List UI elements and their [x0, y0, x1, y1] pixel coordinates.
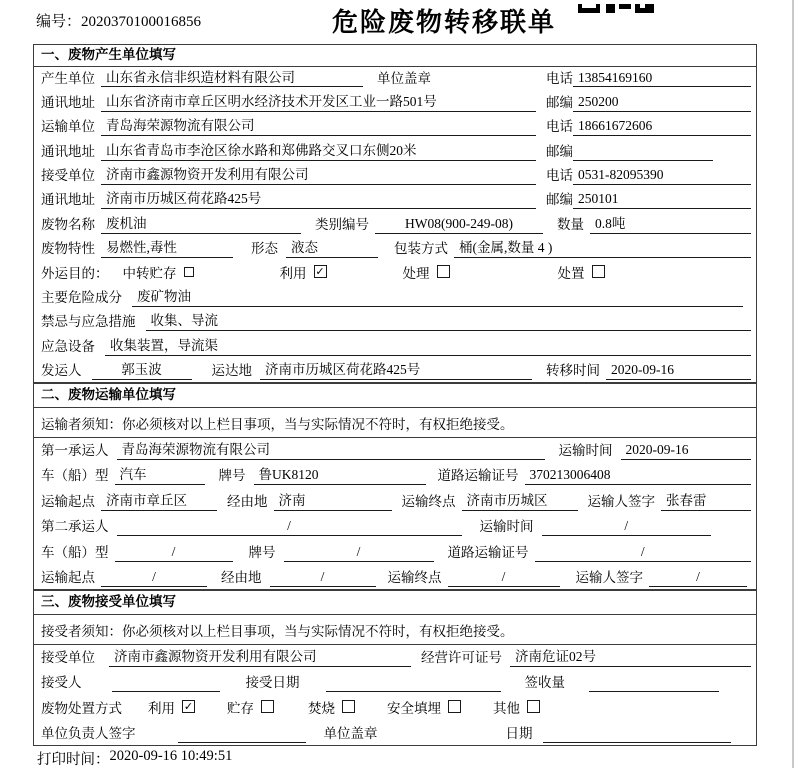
row-acceptor — [34, 671, 756, 697]
form-label: 形态 — [251, 241, 278, 257]
document-number-value: 2020370100016856 — [81, 14, 202, 30]
packaging-value: 桶(金属,数量 4 ) — [454, 240, 751, 258]
first-carrier-signature-value: 张春雷 — [661, 493, 751, 511]
carrier-signature-label: 运输人签字 — [575, 570, 643, 586]
head-signature-label: 单位负责人签字 — [41, 726, 136, 742]
form-value: 液态 — [286, 240, 378, 258]
checkbox-utilize[interactable]: ✓ — [315, 265, 325, 279]
waste-character-label: 废物特性 — [41, 241, 95, 257]
purpose-option-storage-label: 中转贮存 — [122, 265, 177, 281]
category-code-value: HW08(900-249-08) — [375, 216, 543, 234]
address-label: 通讯地址 — [41, 94, 95, 110]
date-label: 日期 — [505, 726, 533, 742]
receiver-unit-group — [41, 167, 546, 185]
transport-phone-value: 18661672606 — [573, 118, 751, 136]
hazard-component-label: 主要危险成分 — [41, 289, 122, 305]
transporter-notice: 运输者须知：你必须核对以上栏目事项，当与实际情况不符时，有权拒绝接受。 — [34, 408, 756, 438]
producer-unit-label: 产生单位 — [41, 70, 95, 86]
row-transfer-purpose — [34, 262, 756, 286]
section-receiver — [33, 590, 757, 746]
received-amount-value — [589, 675, 719, 692]
zip-label: 邮编 — [546, 143, 573, 159]
date-value — [543, 726, 732, 743]
checkbox-dispose[interactable] — [592, 265, 605, 278]
row-second-vehicle — [34, 540, 756, 566]
row-shipper — [34, 360, 756, 384]
second-carrier-signature-value: / — [649, 569, 747, 587]
checkbox-disposal-incinerate[interactable] — [342, 700, 355, 713]
checkbox-treat[interactable] — [437, 265, 450, 278]
row-transport-address — [34, 140, 756, 164]
producer-unit-value: 山东省永信非织造材料有限公司 — [101, 70, 363, 88]
head-signature-value — [178, 726, 306, 743]
receiver-phone-value: 0531-82095390 — [573, 167, 751, 185]
packaging-label: 包装方式 — [394, 241, 448, 257]
row-hazard-component — [34, 286, 756, 310]
row-first-carrier — [34, 438, 756, 464]
received-amount-label: 签收量 — [524, 675, 565, 691]
plate-number-label: 牌号 — [248, 544, 276, 560]
second-via-value: / — [270, 569, 376, 587]
emergency-equipment-label: 应急设备 — [41, 338, 95, 354]
receiver-unit-value: 济南市鑫源物资开发利用有限公司 — [101, 167, 536, 185]
section1-title: 一、废物产生单位填写 — [34, 45, 756, 67]
print-time-label: 打印时间： — [37, 752, 110, 768]
producer-left-group — [41, 70, 546, 88]
taboo-measures-value: 收集、导流 — [146, 313, 752, 331]
transport-time-label: 运输时间 — [479, 519, 534, 535]
transport-address-value: 山东省青岛市李沧区徐水路和郑佛路交叉口东侧20米 — [101, 143, 536, 161]
purpose-option-treat-label: 处理 — [402, 265, 430, 281]
disposal-store-label: 贮存 — [227, 700, 254, 716]
row-first-vehicle — [34, 464, 756, 490]
row-first-route — [34, 489, 756, 515]
first-plate-number-value: 鲁UK8120 — [254, 467, 426, 485]
first-origin-value: 济南市章丘区 — [101, 493, 217, 511]
first-via-value: 济南 — [274, 493, 392, 511]
purpose-option-dispose-label: 处置 — [557, 265, 585, 281]
row-producer-unit — [34, 67, 756, 91]
destination-label: 运达地 — [211, 363, 252, 378]
carrier-signature-label: 运输人签字 — [587, 493, 655, 509]
address-label: 通讯地址 — [41, 192, 95, 208]
qr-code-fragment — [578, 0, 654, 18]
phone-label: 电话 — [546, 70, 573, 86]
first-endpoint-value: 济南市历城区 — [462, 493, 578, 511]
second-endpoint-value: / — [448, 569, 560, 587]
transport-unit-label: 运输单位 — [41, 119, 95, 135]
accept-date-label: 接受日期 — [245, 675, 300, 691]
acceptor-label: 接受人 — [41, 675, 82, 691]
print-time — [37, 748, 232, 769]
plate-number-label: 牌号 — [218, 468, 246, 484]
row-second-carrier — [34, 515, 756, 541]
first-carrier-label: 第一承运人 — [41, 442, 109, 458]
unit-seal-label: 单位盖章 — [377, 70, 431, 86]
via-label: 经由地 — [221, 570, 262, 586]
accepting-unit-value: 济南市鑫源物资开发利用有限公司 — [109, 649, 411, 667]
permit-number-label: 经营许可证号 — [421, 649, 502, 665]
document-number-label: 编号： — [36, 14, 82, 30]
row-head-signature — [34, 722, 756, 748]
road-license-label: 道路运输证号 — [437, 468, 519, 484]
disposal-other-label: 其他 — [493, 700, 520, 716]
checkbox-disposal-utilize[interactable]: ✓ — [183, 699, 194, 713]
row-accepting-unit — [34, 645, 756, 671]
accept-date-value — [326, 675, 501, 692]
row-receiver-unit — [34, 165, 756, 189]
receiver-notice: 接受者须知：你必须核对以上栏目事项，当与实际情况不符时，有权拒绝接受。 — [34, 615, 756, 645]
phone-label: 电话 — [546, 119, 573, 135]
producer-address-group — [41, 94, 546, 112]
first-carrier-value: 青岛海荣源物流有限公司 — [117, 442, 545, 460]
waste-name-label: 废物名称 — [41, 216, 95, 232]
endpoint-label: 运输终点 — [387, 570, 442, 586]
acceptor-value — [112, 675, 220, 692]
receiver-address-value: 济南市历城区荷花路425号 — [101, 191, 536, 209]
transport-zip-value — [573, 144, 713, 161]
destination-value: 济南市历城区荷花路425号 — [260, 362, 532, 380]
phone-label: 电话 — [546, 168, 573, 183]
producer-zip-value: 250200 — [573, 94, 751, 112]
road-license-label: 道路运输证号 — [447, 544, 529, 560]
checkbox-disposal-store[interactable] — [261, 700, 274, 713]
second-origin-value: / — [101, 569, 207, 587]
vehicle-type-label: 车（船）型 — [41, 544, 109, 560]
row-waste-character — [34, 238, 756, 262]
second-plate-number-value: / — [284, 544, 434, 562]
shipper-value: 郭玉波 — [92, 362, 192, 380]
first-vehicle-type-value: 汽车 — [115, 467, 205, 485]
waste-character-value: 易燃性,毒性 — [101, 240, 233, 258]
receiver-zip-value: 250101 — [573, 191, 751, 209]
second-road-license-value: / — [535, 544, 752, 562]
origin-label: 运输起点 — [41, 493, 95, 509]
transfer-time-value: 2020-09-16 — [606, 362, 751, 380]
origin-label: 运输起点 — [41, 570, 95, 586]
taboo-measures-label: 禁忌与应急措施 — [41, 314, 136, 330]
row-transport-unit — [34, 116, 756, 140]
first-road-license-value: 370213006408 — [525, 467, 752, 485]
checkbox-disposal-other[interactable] — [527, 700, 540, 713]
producer-phone-value: 13854169160 — [573, 70, 751, 88]
row-taboo-measures — [34, 311, 756, 335]
row-producer-address — [34, 91, 756, 115]
purpose-option-utilize-label: 利用 — [279, 265, 307, 281]
emergency-equipment-value: 收集装置，导流渠 — [105, 338, 751, 356]
vehicle-type-label: 车（船）型 — [41, 468, 109, 484]
second-carrier-value: / — [117, 518, 462, 536]
hazard-component-value: 废矿物油 — [132, 289, 743, 307]
checkbox-disposal-landfill[interactable] — [448, 700, 461, 713]
page-edge-line — [792, 0, 794, 768]
first-transport-time-value: 2020-09-16 — [621, 442, 752, 460]
waste-name-value: 废机油 — [101, 216, 301, 234]
shipper-label: 发运人 — [41, 363, 82, 378]
transport-address-group — [41, 143, 546, 161]
transport-unit-value: 青岛海荣源物流有限公司 — [101, 118, 536, 136]
receiver-address-group — [41, 191, 546, 209]
disposal-method-label: 废物处置方式 — [41, 700, 122, 716]
transfer-time-label: 转移时间 — [546, 363, 600, 378]
permit-number-value: 济南危证02号 — [510, 649, 751, 667]
address-label: 通讯地址 — [41, 143, 95, 159]
quantity-label: 数量 — [557, 216, 584, 232]
row-receiver-address — [34, 189, 756, 213]
second-transport-time-value: / — [542, 518, 712, 536]
checkbox-storage[interactable] — [184, 267, 194, 277]
receiver-unit-label: 接受单位 — [41, 168, 95, 183]
second-carrier-label: 第二承运人 — [41, 519, 109, 535]
second-vehicle-type-value: / — [115, 544, 233, 562]
section-transporter — [33, 383, 757, 590]
endpoint-label: 运输终点 — [401, 493, 456, 509]
document-number — [36, 10, 201, 31]
page-title: 危险废物转移联单 — [332, 8, 557, 37]
row-second-route — [34, 566, 756, 592]
transport-time-label: 运输时间 — [558, 442, 613, 458]
row-emergency-equipment — [34, 335, 756, 359]
transport-unit-group — [41, 118, 546, 136]
category-code-label: 类别编号 — [315, 216, 369, 232]
disposal-utilize-label: 利用 — [148, 700, 175, 716]
producer-address-value: 山东省济南市章丘区明水经济技术开发区工业一路501号 — [101, 94, 536, 112]
disposal-incinerate-label: 焚烧 — [308, 700, 335, 716]
row-disposal-method — [34, 696, 756, 722]
section-producer — [33, 44, 757, 383]
accepting-unit-label: 接受单位 — [41, 649, 95, 665]
via-label: 经由地 — [227, 493, 268, 509]
section2-title: 二、废物运输单位填写 — [34, 384, 756, 408]
unit-seal-label: 单位盖章 — [323, 726, 378, 742]
zip-label: 邮编 — [546, 192, 573, 208]
disposal-landfill-label: 安全填埋 — [387, 700, 441, 716]
quantity-value: 0.8吨 — [590, 216, 751, 234]
print-time-value: 2020-09-16 10:49:51 — [109, 748, 233, 764]
purpose-label: 外运目的： — [41, 265, 109, 281]
zip-label: 邮编 — [546, 94, 573, 110]
section3-title: 三、废物接受单位填写 — [34, 591, 756, 615]
row-waste-name — [34, 213, 756, 237]
